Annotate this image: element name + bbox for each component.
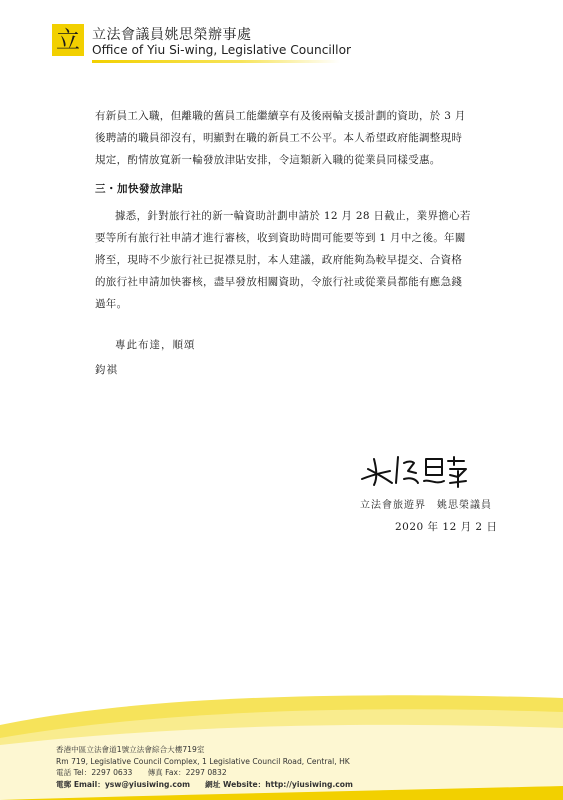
paragraph-line: 要等所有旅行社申請才進行審核，收到資助時間可能要等到 1 月中之後。年關 — [95, 232, 466, 244]
paragraph-line: 的旅行社申請加快審核，盡早發放相關資助，令旅行社或從業員都能有應急錢 — [95, 276, 463, 288]
office-name-english: Office of Yiu Si-wing, Legislative Councillor — [92, 43, 352, 57]
header-rule — [92, 60, 340, 63]
paragraph-line: 後聘請的職員卻沒有，明顯對在職的新員工不公平。本人希望政府能調整現時 — [95, 132, 463, 144]
paragraph-1 — [95, 105, 480, 171]
closing-salutation: 專此布達，順頌 — [115, 339, 196, 351]
paragraph-line: 有新員工入職，但離職的舊員工能繼續享有及後兩輪支援計劃的資助，於 3 月 — [95, 110, 466, 122]
logo-character: 立 — [56, 26, 80, 54]
paragraph-line: 將至，現時不少旅行社已捉襟見肘，本人建議，政府能夠為較早提交、合資格 — [95, 254, 463, 266]
paragraph-2 — [95, 205, 480, 315]
footer-address-english: Rm 719, Legislative Council Complex, 1 Legislative Council Road, Central, HK — [56, 756, 350, 766]
footer-address-chinese: 香港中區立法會道1號立法會綜合大樓719室 — [56, 745, 205, 754]
footer-email-website: 電郵 Email：ysw@yiusiwing.com 網址 Website：http://yiusiwing.com — [56, 779, 353, 789]
office-name-chinese: 立法會議員姚思榮辦事處 — [92, 27, 252, 43]
handwritten-signature — [360, 449, 480, 489]
paragraph-line: 據悉，針對旅行社的新一輪資助計劃申請於 12 月 28 日截止，業界擔心若 — [115, 210, 471, 222]
section-heading: 三・加快發放津貼 — [95, 183, 183, 195]
paragraph-line: 規定，酌情放寬新一輪發放津貼安排，令這類新入職的從業員同樣受惠。 — [95, 154, 441, 166]
letterhead — [52, 22, 352, 66]
office-logo — [52, 24, 84, 56]
signatory-title: 立法會旅遊界 姚思榮議員 — [360, 500, 492, 511]
letter-date: 2020 年 12 月 2 日 — [395, 521, 498, 533]
footer-phone-fax: 電話 Tel：2297 0633 傳真 Fax：2297 0832 — [56, 768, 227, 777]
closing-regards: 鈞祺 — [95, 364, 118, 376]
paragraph-line: 過年。 — [95, 298, 128, 310]
footer-contact — [56, 744, 353, 790]
